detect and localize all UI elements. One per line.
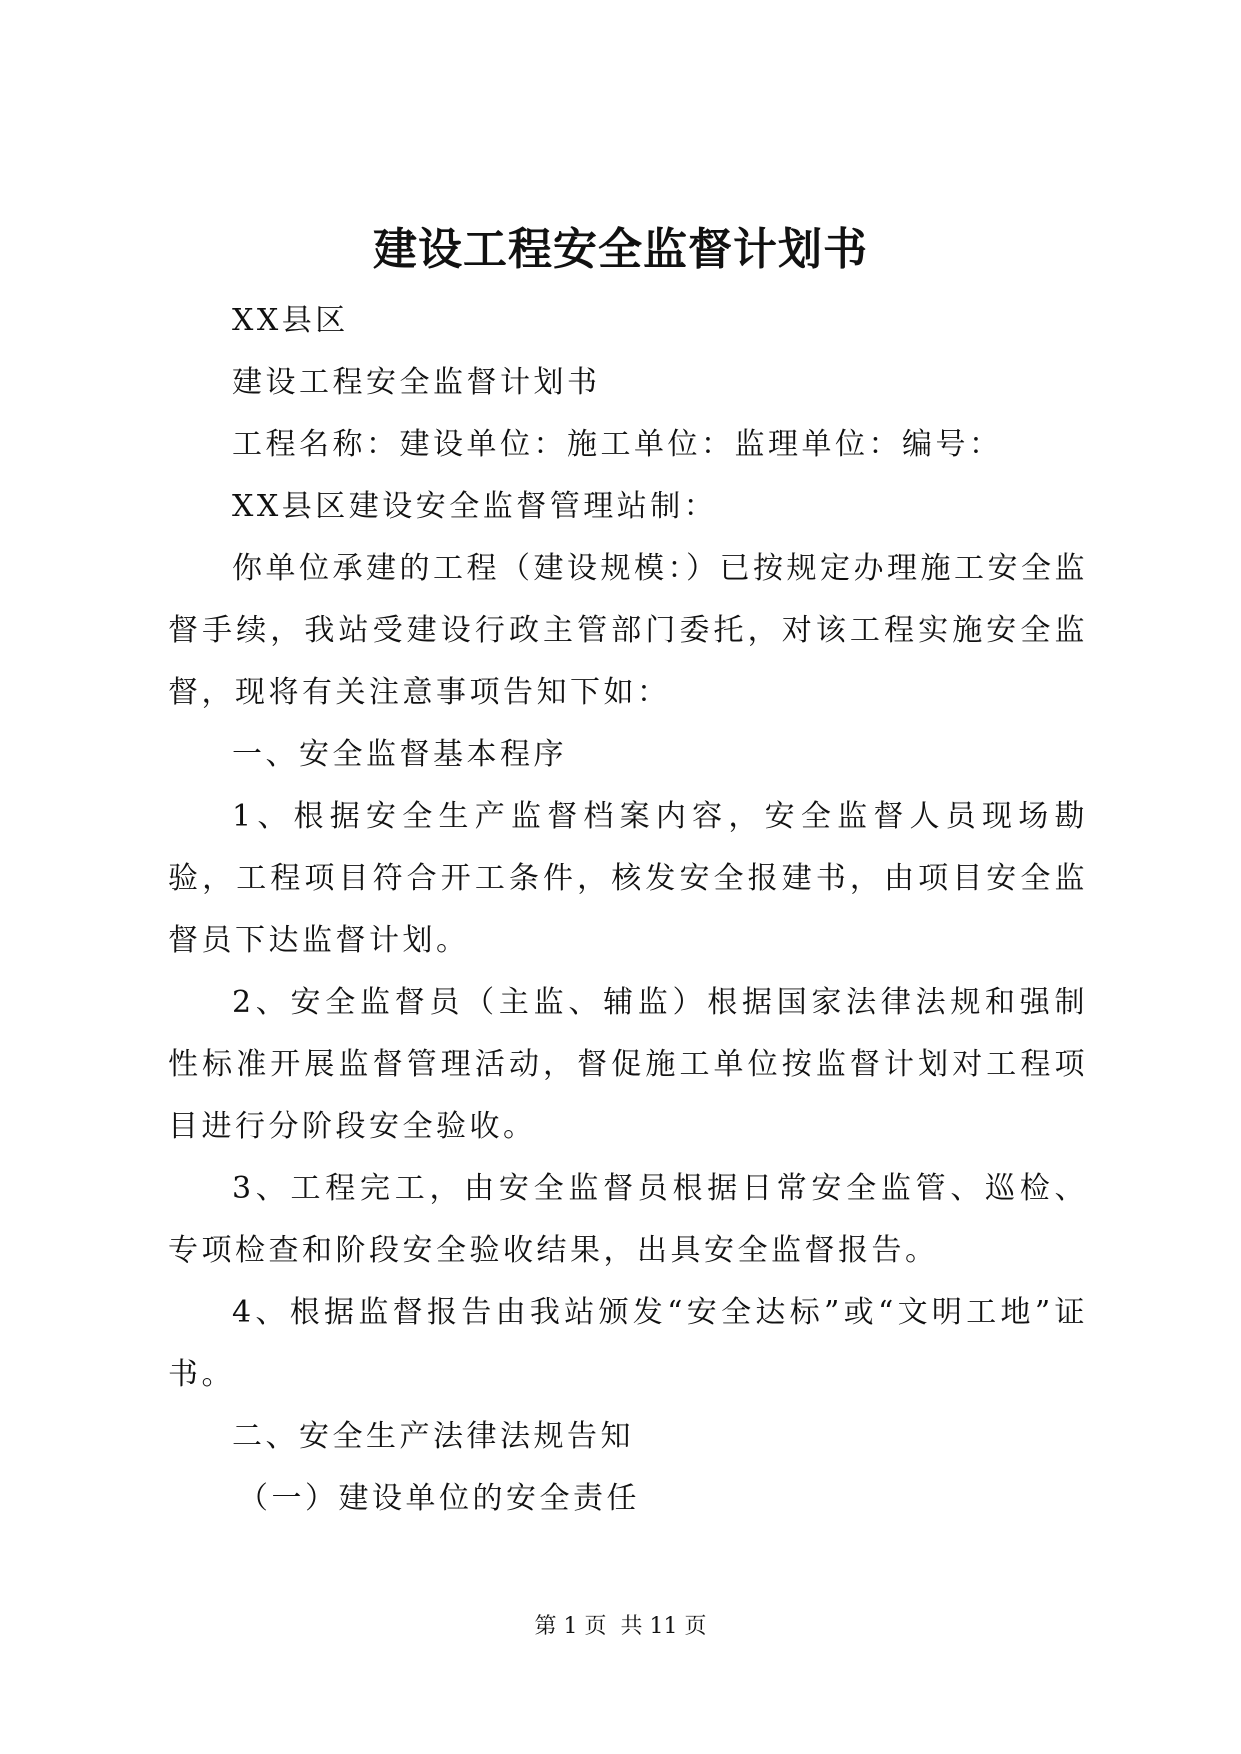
paragraph-item-1: 1、根据安全生产监督档案内容，安全监督人员现场勘验，工程项目符合开工条件，核发安全报建书，由项目安全监督员下达监督计划。 <box>168 799 1088 958</box>
paragraph-item-2: 2、安全监督员（主监、辅监）根据国家法律法规和强制性标准开展监督管理活动，督促施工单位按监督计划对工程项目进行分阶段安全验收。 <box>168 985 1088 1144</box>
paragraph-project-fields: 工程名称：建设单位：施工单位：监理单位：编号： <box>232 427 1003 462</box>
document-body <box>168 290 1088 1530</box>
paragraph-subtitle: 建设工程安全监督计划书 <box>232 365 601 400</box>
paragraph-intro: 你单位承建的工程（建设规模：）已按规定办理施工安全监督手续，我站受建设行政主管部门委托，对该工程实施安全监督，现将有关注意事项告知下如： <box>168 551 1088 710</box>
paragraph-county: XX县区 <box>232 303 349 338</box>
document-title: 建设工程安全监督计划书 <box>373 224 868 275</box>
section-heading-1: 一、安全监督基本程序 <box>232 737 567 772</box>
paragraph-item-3: 3、工程完工，由安全监督员根据日常安全监管、巡检、专项检查和阶段安全验收结果，出具安全监督报告。 <box>168 1171 1088 1268</box>
section-heading-2: 二、安全生产法律法规告知 <box>232 1419 634 1454</box>
subsection-heading-1: （一）建设单位的安全责任 <box>238 1481 640 1516</box>
paragraph-issuer: XX县区建设安全监督管理站制： <box>232 489 718 524</box>
paragraph-item-4: 4、根据监督报告由我站颁发“安全达标”或“文明工地”证书。 <box>168 1295 1088 1392</box>
page-number-footer: 第 1 页 共 11 页 <box>534 1614 707 1639</box>
